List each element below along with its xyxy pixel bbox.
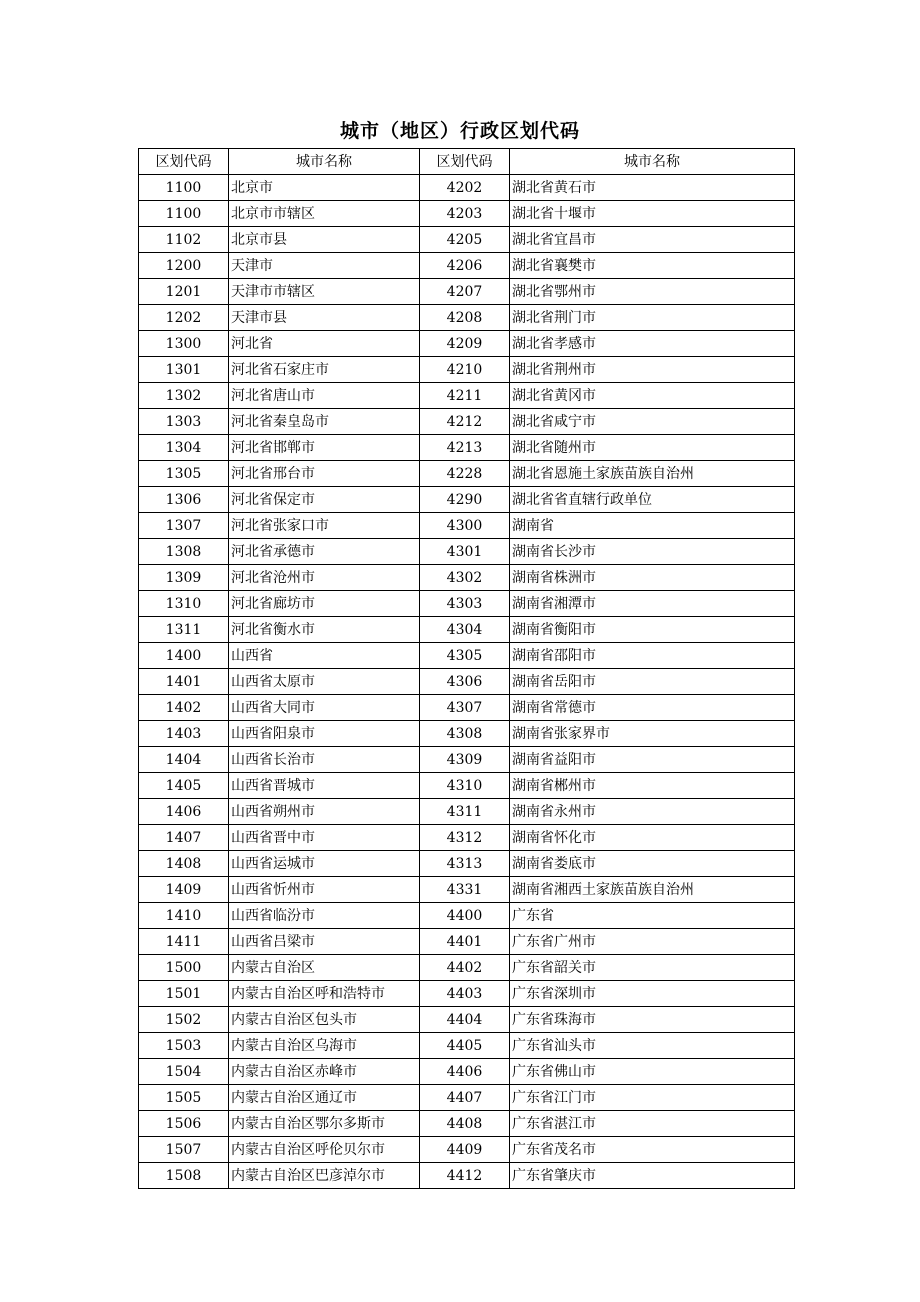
city-name-cell: 河北省廊坊市: [229, 591, 420, 617]
city-name-cell: 湖南省湘西土家族苗族自治州: [510, 877, 795, 903]
region-code-cell: 1302: [139, 383, 229, 409]
city-name-cell: 山西省忻州市: [229, 877, 420, 903]
table-row: [139, 1163, 795, 1189]
region-code-cell: 1306: [139, 487, 229, 513]
city-name-cell: 湖南省益阳市: [510, 747, 795, 773]
region-code-cell: 4208: [420, 305, 510, 331]
region-code-cell: 4213: [420, 435, 510, 461]
region-code-cell: 1102: [139, 227, 229, 253]
table-row: [139, 565, 795, 591]
region-code-cell: 4311: [420, 799, 510, 825]
table-row: [139, 279, 795, 305]
table-row: [139, 201, 795, 227]
table-row: [139, 1111, 795, 1137]
table-row: [139, 1085, 795, 1111]
table-row: [139, 305, 795, 331]
region-code-cell: 1507: [139, 1137, 229, 1163]
region-code-cell: 1502: [139, 1007, 229, 1033]
city-name-cell: 湖北省襄樊市: [510, 253, 795, 279]
region-code-cell: 1307: [139, 513, 229, 539]
city-name-cell: 广东省肇庆市: [510, 1163, 795, 1189]
table-row: [139, 747, 795, 773]
city-name-cell: 河北省承德市: [229, 539, 420, 565]
region-code-cell: 4210: [420, 357, 510, 383]
table-row: [139, 877, 795, 903]
city-name-cell: 北京市市辖区: [229, 201, 420, 227]
region-code-cell: 1400: [139, 643, 229, 669]
region-code-cell: 1309: [139, 565, 229, 591]
city-name-cell: 内蒙古自治区呼和浩特市: [229, 981, 420, 1007]
city-name-cell: 山西省朔州市: [229, 799, 420, 825]
table-row: [139, 461, 795, 487]
city-name-cell: 湖北省黄石市: [510, 175, 795, 201]
region-code-cell: 1305: [139, 461, 229, 487]
city-name-cell: 湖南省娄底市: [510, 851, 795, 877]
city-name-cell: 广东省韶关市: [510, 955, 795, 981]
city-name-cell: 湖南省常德市: [510, 695, 795, 721]
region-code-cell: 1410: [139, 903, 229, 929]
region-code-cell: 4331: [420, 877, 510, 903]
region-code-cell: 1408: [139, 851, 229, 877]
header-name-right: 城市名称: [510, 149, 795, 175]
city-name-cell: 湖北省恩施土家族苗族自治州: [510, 461, 795, 487]
region-code-cell: 1500: [139, 955, 229, 981]
table-row: [139, 253, 795, 279]
city-name-cell: 山西省晋中市: [229, 825, 420, 851]
region-code-cell: 4406: [420, 1059, 510, 1085]
city-name-cell: 山西省: [229, 643, 420, 669]
table-row: [139, 409, 795, 435]
region-code-cell: 4207: [420, 279, 510, 305]
city-name-cell: 天津市县: [229, 305, 420, 331]
region-code-cell: 4400: [420, 903, 510, 929]
region-code-table: [138, 148, 795, 1189]
table-row: [139, 435, 795, 461]
table-header-row: [139, 149, 795, 175]
region-code-cell: 4409: [420, 1137, 510, 1163]
header-code-left: 区划代码: [139, 149, 229, 175]
region-code-cell: 4211: [420, 383, 510, 409]
region-code-cell: 1508: [139, 1163, 229, 1189]
city-name-cell: 湖南省长沙市: [510, 539, 795, 565]
table-row: [139, 851, 795, 877]
region-code-cell: 4412: [420, 1163, 510, 1189]
city-name-cell: 内蒙古自治区: [229, 955, 420, 981]
table-row: [139, 175, 795, 201]
city-name-cell: 湖南省衡阳市: [510, 617, 795, 643]
region-code-cell: 4308: [420, 721, 510, 747]
city-name-cell: 湖南省湘潭市: [510, 591, 795, 617]
city-name-cell: 湖南省张家界市: [510, 721, 795, 747]
table-row: [139, 617, 795, 643]
city-name-cell: 广东省江门市: [510, 1085, 795, 1111]
city-name-cell: 湖北省咸宁市: [510, 409, 795, 435]
city-name-cell: 河北省唐山市: [229, 383, 420, 409]
table-row: [139, 331, 795, 357]
table-row: [139, 487, 795, 513]
city-name-cell: 湖南省永州市: [510, 799, 795, 825]
city-name-cell: 天津市: [229, 253, 420, 279]
region-code-cell: 1503: [139, 1033, 229, 1059]
region-code-cell: 1409: [139, 877, 229, 903]
city-name-cell: 湖北省孝感市: [510, 331, 795, 357]
table-row: [139, 773, 795, 799]
city-name-cell: 广东省汕头市: [510, 1033, 795, 1059]
region-code-cell: 1505: [139, 1085, 229, 1111]
city-name-cell: 山西省太原市: [229, 669, 420, 695]
city-name-cell: 河北省张家口市: [229, 513, 420, 539]
table-row: [139, 513, 795, 539]
region-code-cell: 1402: [139, 695, 229, 721]
table-row: [139, 1033, 795, 1059]
city-name-cell: 湖南省怀化市: [510, 825, 795, 851]
city-name-cell: 河北省: [229, 331, 420, 357]
city-name-cell: 山西省大同市: [229, 695, 420, 721]
city-name-cell: 广东省佛山市: [510, 1059, 795, 1085]
city-name-cell: 内蒙古自治区通辽市: [229, 1085, 420, 1111]
region-code-cell: 4300: [420, 513, 510, 539]
region-code-cell: 4306: [420, 669, 510, 695]
region-code-cell: 1100: [139, 175, 229, 201]
region-code-cell: 4312: [420, 825, 510, 851]
city-name-cell: 山西省阳泉市: [229, 721, 420, 747]
region-code-cell: 1308: [139, 539, 229, 565]
city-name-cell: 湖北省随州市: [510, 435, 795, 461]
region-code-cell: 4401: [420, 929, 510, 955]
table-row: [139, 981, 795, 1007]
region-code-cell: 4404: [420, 1007, 510, 1033]
region-code-cell: 4408: [420, 1111, 510, 1137]
city-name-cell: 湖北省省直辖行政单位: [510, 487, 795, 513]
region-code-cell: 4304: [420, 617, 510, 643]
region-code-cell: 4403: [420, 981, 510, 1007]
city-name-cell: 天津市市辖区: [229, 279, 420, 305]
region-code-cell: 4303: [420, 591, 510, 617]
city-name-cell: 河北省石家庄市: [229, 357, 420, 383]
city-name-cell: 广东省深圳市: [510, 981, 795, 1007]
region-code-cell: 1310: [139, 591, 229, 617]
city-name-cell: 湖南省株洲市: [510, 565, 795, 591]
header-name-left: 城市名称: [229, 149, 420, 175]
region-code-cell: 1405: [139, 773, 229, 799]
region-code-cell: 4203: [420, 201, 510, 227]
table-row: [139, 383, 795, 409]
region-code-cell: 4205: [420, 227, 510, 253]
region-code-cell: 4310: [420, 773, 510, 799]
city-name-cell: 河北省秦皇岛市: [229, 409, 420, 435]
region-code-cell: 1504: [139, 1059, 229, 1085]
city-name-cell: 内蒙古自治区呼伦贝尔市: [229, 1137, 420, 1163]
city-name-cell: 河北省邯郸市: [229, 435, 420, 461]
table-row: [139, 643, 795, 669]
region-code-cell: 4313: [420, 851, 510, 877]
region-code-cell: 4309: [420, 747, 510, 773]
city-name-cell: 河北省保定市: [229, 487, 420, 513]
region-code-cell: 1406: [139, 799, 229, 825]
city-name-cell: 湖北省黄冈市: [510, 383, 795, 409]
table-row: [139, 929, 795, 955]
region-code-cell: 4228: [420, 461, 510, 487]
city-name-cell: 广东省珠海市: [510, 1007, 795, 1033]
region-code-cell: 1404: [139, 747, 229, 773]
region-code-cell: 1100: [139, 201, 229, 227]
region-code-cell: 4290: [420, 487, 510, 513]
region-code-cell: 4405: [420, 1033, 510, 1059]
city-name-cell: 山西省运城市: [229, 851, 420, 877]
city-name-cell: 山西省晋城市: [229, 773, 420, 799]
table-row: [139, 825, 795, 851]
city-name-cell: 湖北省荆门市: [510, 305, 795, 331]
city-name-cell: 北京市县: [229, 227, 420, 253]
city-name-cell: 山西省吕梁市: [229, 929, 420, 955]
region-code-cell: 1303: [139, 409, 229, 435]
region-code-cell: 4407: [420, 1085, 510, 1111]
city-name-cell: 内蒙古自治区乌海市: [229, 1033, 420, 1059]
region-code-cell: 1200: [139, 253, 229, 279]
region-code-cell: 1506: [139, 1111, 229, 1137]
table-row: [139, 1007, 795, 1033]
region-code-cell: 4202: [420, 175, 510, 201]
table-row: [139, 539, 795, 565]
city-name-cell: 河北省邢台市: [229, 461, 420, 487]
city-name-cell: 广东省湛江市: [510, 1111, 795, 1137]
city-name-cell: 湖南省邵阳市: [510, 643, 795, 669]
city-name-cell: 广东省: [510, 903, 795, 929]
city-name-cell: 内蒙古自治区鄂尔多斯市: [229, 1111, 420, 1137]
city-name-cell: 广东省茂名市: [510, 1137, 795, 1163]
city-name-cell: 北京市: [229, 175, 420, 201]
region-code-cell: 1304: [139, 435, 229, 461]
table-row: [139, 721, 795, 747]
city-name-cell: 内蒙古自治区巴彦淖尔市: [229, 1163, 420, 1189]
city-name-cell: 河北省沧州市: [229, 565, 420, 591]
region-code-cell: 1202: [139, 305, 229, 331]
region-code-cell: 4212: [420, 409, 510, 435]
header-code-right: 区划代码: [420, 149, 510, 175]
table-row: [139, 695, 795, 721]
city-name-cell: 湖北省宜昌市: [510, 227, 795, 253]
region-code-cell: 4307: [420, 695, 510, 721]
page-title: 城市（地区）行政区划代码: [339, 120, 580, 142]
region-code-cell: 1301: [139, 357, 229, 383]
table-row: [139, 955, 795, 981]
table-row: [139, 1059, 795, 1085]
city-name-cell: 山西省临汾市: [229, 903, 420, 929]
region-code-cell: 1501: [139, 981, 229, 1007]
region-code-cell: 1411: [139, 929, 229, 955]
region-code-cell: 1407: [139, 825, 229, 851]
city-name-cell: 山西省长治市: [229, 747, 420, 773]
region-code-cell: 4206: [420, 253, 510, 279]
table-row: [139, 357, 795, 383]
city-name-cell: 河北省衡水市: [229, 617, 420, 643]
table-row: [139, 591, 795, 617]
region-code-cell: 1401: [139, 669, 229, 695]
city-name-cell: 湖南省郴州市: [510, 773, 795, 799]
region-code-cell: 1403: [139, 721, 229, 747]
region-code-cell: 4209: [420, 331, 510, 357]
city-name-cell: 湖南省岳阳市: [510, 669, 795, 695]
region-code-cell: 1311: [139, 617, 229, 643]
region-code-cell: 4402: [420, 955, 510, 981]
city-name-cell: 湖北省鄂州市: [510, 279, 795, 305]
city-name-cell: 湖北省荆州市: [510, 357, 795, 383]
region-code-cell: 4305: [420, 643, 510, 669]
region-code-cell: 4302: [420, 565, 510, 591]
table-row: [139, 799, 795, 825]
region-code-cell: 1201: [139, 279, 229, 305]
city-name-cell: 广东省广州市: [510, 929, 795, 955]
city-name-cell: 内蒙古自治区赤峰市: [229, 1059, 420, 1085]
city-name-cell: 湖南省: [510, 513, 795, 539]
city-name-cell: 湖北省十堰市: [510, 201, 795, 227]
table-row: [139, 669, 795, 695]
region-code-cell: 1300: [139, 331, 229, 357]
region-code-cell: 4301: [420, 539, 510, 565]
table-row: [139, 227, 795, 253]
table-row: [139, 1137, 795, 1163]
city-name-cell: 内蒙古自治区包头市: [229, 1007, 420, 1033]
table-row: [139, 903, 795, 929]
